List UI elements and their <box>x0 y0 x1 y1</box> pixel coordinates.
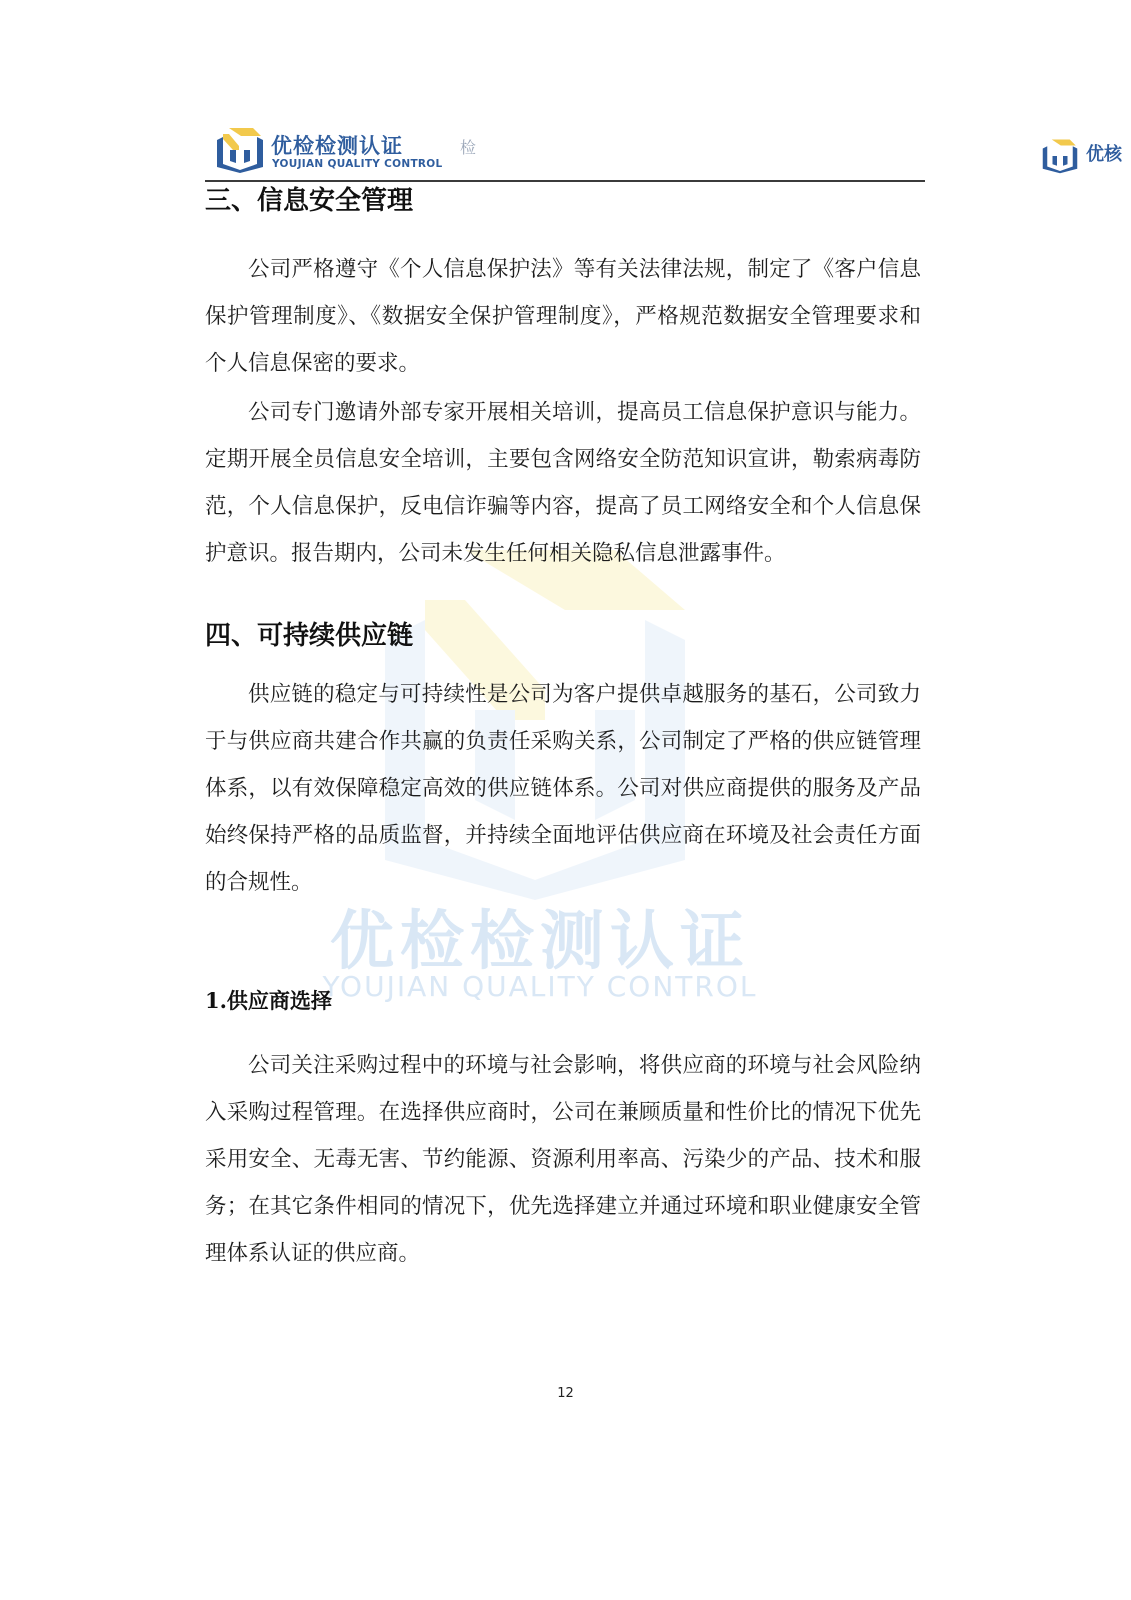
brand-logo-icon <box>1040 138 1080 174</box>
subsection-heading-supplier-selection: 1.供应商选择 <box>205 988 332 1013</box>
brand-name-cn: 优检检测认证 <box>271 134 403 158</box>
brand-logo-icon <box>215 126 265 174</box>
paragraph: 公司严格遵守《个人信息保护法》等有关法律法规，制定了《客户信息保护管理制度》、《数据安全保护管理制度》，严格规范数据安全管理要求和个人信息保密的要求。 <box>205 257 921 376</box>
watermark-brand-cn: 优检检测认证 <box>330 905 750 979</box>
paragraph: 供应链的稳定与可持续性是公司为客户提供卓越服务的基石，公司致力于与供应商共建合作共赢的负责任采购关系，公司制定了严格的供应链管理体系，以有效保障稳定高效的供应链体系。公司对供应商提供的服务及产品始终保持严格的品质监督，并持续全面地评估供应商在环境及社会责任方面的合规性。 <box>205 682 921 895</box>
paragraph: 公司专门邀请外部专家开展相关培训，提高员工信息保护意识与能力。定期开展全员信息安全培训，主要包含网络安全防范知识宣讲，勒索病毒防范，个人信息保护，反电信诈骗等内容，提高了员工网络安全和个人信息保护意识。报告期内，公司未发生任何相关隐私信息泄露事件。 <box>205 400 921 566</box>
page-number: 12 <box>557 1386 574 1401</box>
document-body <box>205 184 921 1277</box>
header-divider <box>205 180 925 182</box>
watermark-brand-en: YOUJIAN QUALITY CONTROL <box>322 970 758 1003</box>
paragraph: 公司关注采购过程中的环境与社会影响，将供应商的环境与社会风险纳入采购过程管理。在选择供应商时，公司在兼顾质量和性价比的情况下优先采用安全、无毒无害、节约能源、资源利用率高、污染少的产品、技术和服务；在其它条件相同的情况下，优先选择建立并通过环境和职业健康安全管理体系认证的供应商。 <box>205 1053 921 1266</box>
brand-name-en: YOUJIAN QUALITY CONTROL <box>272 158 443 170</box>
adjacent-page-logo <box>1040 136 1131 176</box>
section-heading-info-security: 三、信息安全管理 <box>205 186 414 216</box>
header-faint-text: 检 <box>460 138 483 157</box>
section-heading-supply-chain: 四、可持续供应链 <box>205 621 414 651</box>
adjacent-page-brand-fragment: 优核 <box>1086 144 1122 165</box>
page-header <box>205 118 925 182</box>
